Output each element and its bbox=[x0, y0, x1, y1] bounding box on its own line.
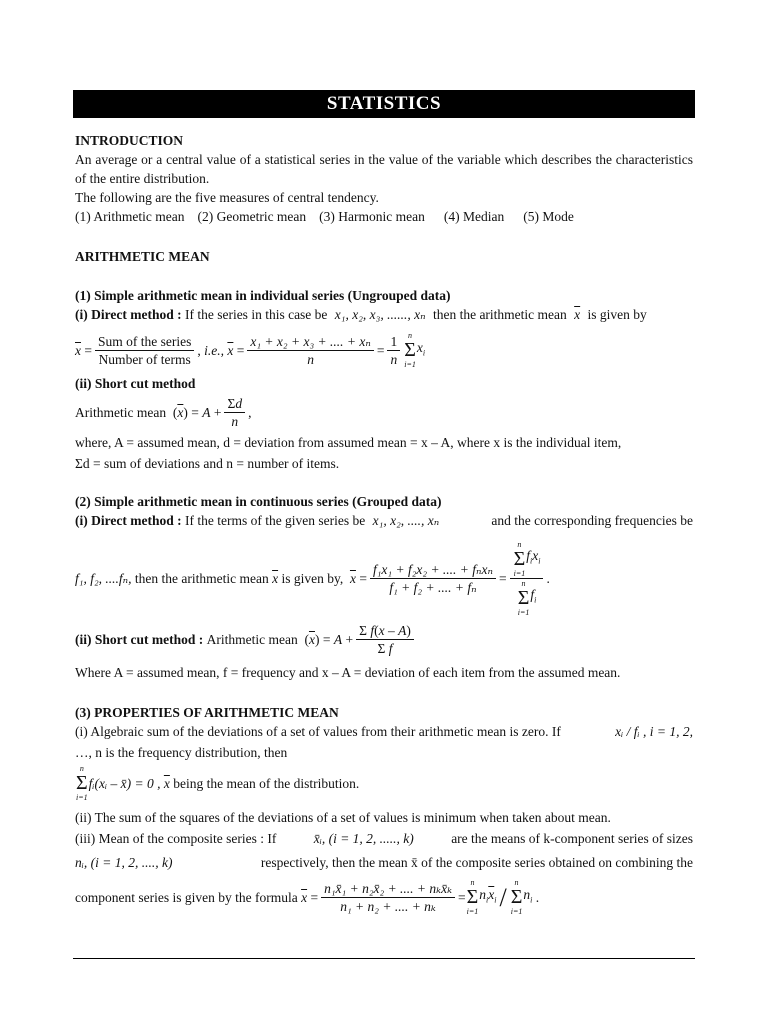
s1-direct-text2: then the arithmetic mean bbox=[432, 307, 567, 322]
intro-heading: INTRODUCTION bbox=[75, 133, 184, 148]
props-p3a-tail: are the means of k-component series of sizes bbox=[451, 831, 693, 846]
p3-fraction bbox=[321, 880, 455, 915]
measure-item: (4) Median bbox=[443, 209, 505, 224]
props-p1-formula-tail: fᵢ(xᵢ – x̄) = 0 , bbox=[88, 775, 161, 791]
s1-direct-label: (i) Direct method : bbox=[75, 307, 182, 322]
props-p1-formula-text: being the mean of the distribution. bbox=[173, 775, 360, 791]
s2-direct-text4: is given by, bbox=[281, 570, 344, 586]
s2-frac-den: f₁ + f₂ + .... + fₙ bbox=[389, 579, 477, 595]
s1-frac2-den: n bbox=[307, 351, 314, 367]
s1-fraction2 bbox=[247, 333, 373, 368]
s1-heading: (1) Simple arithmetic mean in individual series (Ungrouped data) bbox=[75, 288, 451, 303]
props-p3c: component series is given by the formula bbox=[75, 889, 298, 905]
s1-short-label: (ii) Short cut method bbox=[75, 376, 196, 391]
s1-short bbox=[75, 374, 693, 393]
s1-frac-num: Sum of the series bbox=[95, 333, 194, 351]
props-block bbox=[75, 703, 693, 762]
props-p3 bbox=[75, 829, 693, 872]
s1-direct-vars: x₁, x₂, x₃, ......, xₙ bbox=[334, 307, 426, 322]
s1-where bbox=[75, 433, 693, 473]
props-p2: (ii) The sum of the squares of the deviations of a set of values is minimum when taken about mean. bbox=[75, 810, 611, 825]
s2-where: Where A = assumed mean, f = frequency and x – A = deviation of each item from the assumed mean. bbox=[75, 665, 621, 680]
s1-direct-text3: is given by bbox=[587, 307, 647, 322]
props-p1c: …, n is the frequency distribution, then bbox=[75, 745, 288, 760]
props-p3b-vars: nᵢ, (i = 1, 2, ...., k) bbox=[75, 855, 173, 870]
bottom-rule bbox=[73, 958, 695, 959]
s1-short-text: Arithmetic mean bbox=[75, 404, 167, 420]
s1-where1: where, A = assumed mean, d = deviation from assumed mean = x – A, where x is the individual item, bbox=[75, 435, 622, 450]
p3-frac-den: n₁ + n₂ + .... + nₖ bbox=[340, 898, 436, 914]
s2-block bbox=[75, 492, 693, 530]
s1-block: (1) Simple arithmetic mean in individual series (Ungrouped data) (i) Direct method : If the series in this case be x₁, x₂, x₃, ......, xₙ then the arithmetic mean $\overline{x}$ is given by bbox=[75, 288, 647, 322]
s2-direct-text: If the terms of the given series be bbox=[184, 513, 366, 528]
s2-formula: f₁, f₂, ....fₙ, then the arithmetic mean $\overline{x}$ is given by, $\overline{x}$ = $\frac{\text{f₁x₁ + f₂x₂ + .... + fₙxₙ}}{\text{f₁ + f₂ + .... + fₙ}}$ = n Σ i=1 $f_ix_i$ n Σ i=1 $f_i$ . bbox=[75, 539, 550, 617]
props-p3-formula: component series is given by the formula $\overline{x}$ = $\frac{\text{n₁x̄₁ + n₂x̄₂ + .... + nₖx̄ₖ}}{\text{n₁ + n₂ + .... + nₖ}}$ = n Σ i=1 $n_i\overline{x}_i$ / n Σ i=1 $n_i$ . bbox=[75, 878, 540, 916]
s2-direct-text2: and the corresponding frequencies be bbox=[491, 513, 693, 528]
p3-frac-num: n₁x̄₁ + n₂x̄₂ + .... + nₖx̄ₖ bbox=[321, 880, 455, 898]
s2-sum-fraction: n Σ i=1 $f_ix_i$ n Σ i=1 $f_i$ bbox=[510, 540, 544, 617]
s1-direct-text: If the series in this case be bbox=[184, 307, 328, 322]
s2-direct-vars: x₁, x₂, ...., xₙ bbox=[372, 513, 440, 528]
s1-ie: i.e., bbox=[204, 342, 224, 358]
intro-para2: The following are the five measures of central tendency. bbox=[75, 190, 379, 205]
measure-item: (5) Mode bbox=[523, 209, 574, 224]
s2-short-text: Arithmetic mean bbox=[206, 631, 298, 647]
props-p3b-tail: respectively, then the mean x̄ of the composite series obtained on combining the bbox=[260, 855, 693, 870]
intro-section bbox=[75, 131, 693, 226]
measure-item: (2) Geometric mean bbox=[197, 209, 307, 224]
s2-short: (ii) Short cut method : Arithmetic mean ( $\overline{x}$ ) = A + $\frac{\text{Σ f(x – A)}}{\text{Σ f}}$ bbox=[75, 620, 693, 658]
props-p1-formula: n Σ i=1 fᵢ(xᵢ – x̄) = 0 , $\overline{x}$ being the mean of the distribution. bbox=[76, 764, 360, 802]
s1-fraction bbox=[95, 333, 194, 368]
measures-list bbox=[75, 207, 693, 226]
s2-frac-num: f₁x₁ + f₂x₂ + .... + fₙxₙ bbox=[370, 561, 496, 579]
page-title: STATISTICS bbox=[73, 90, 695, 118]
measure-item: (3) Harmonic mean bbox=[319, 209, 425, 224]
s2-direct-label: (i) Direct method : bbox=[75, 513, 182, 528]
props-p3a: (iii) Mean of the composite series : If bbox=[75, 831, 277, 846]
s1-frac-den: Number of terms bbox=[98, 351, 191, 367]
props-p3a-vars: x̄ᵢ, (i = 1, 2, ....., k) bbox=[313, 831, 414, 846]
props-heading: (3) PROPERTIES OF ARITHMETIC MEAN bbox=[75, 705, 339, 720]
s2-fraction bbox=[370, 561, 496, 596]
s2-direct-text3: then the arithmetic mean bbox=[134, 570, 269, 586]
props-p1a: (i) Algebraic sum of the deviations of a set of values from their arithmetic mean is zero. If bbox=[75, 724, 561, 739]
s1-short-formula: Arithmetic mean ( $\overline{x}$ ) = A + $\frac{\Sigma d}{n}$ , bbox=[75, 395, 252, 429]
am-heading: ARITHMETIC MEAN bbox=[75, 249, 210, 264]
s2-short-label: (ii) Short cut method : bbox=[75, 631, 204, 647]
s2-freq-vars: f₁, f₂, ....fₙ, bbox=[75, 570, 132, 586]
measure-item: (1) Arithmetic mean bbox=[75, 209, 185, 224]
s1-frac2-num: x₁ + x₂ + x₃ + .... + xₙ bbox=[247, 333, 373, 351]
props-p1b: xᵢ / fᵢ , i = 1, 2, bbox=[615, 724, 693, 739]
s2-heading: (2) Simple arithmetic mean in continuous series (Grouped data) bbox=[75, 494, 442, 509]
intro-para1: An average or a central value of a statistical series in the value of the variable which describes the characteristics of the entire distribution. bbox=[75, 152, 693, 186]
s1-formula: $\overline{x}$ = $\frac{\text{Sum of the series}}{\text{Number of terms}}$ , i.e., $\overline{x}$ = $\frac{\text{x₁ + x₂ + x₃ + .... + xₙ}}{n}$ = $\frac{1}{n}$ n Σ i=1 $x_i$ bbox=[75, 331, 426, 369]
s1-where2: Σd = sum of deviations and n = number of items. bbox=[75, 456, 340, 471]
am-heading-block bbox=[75, 247, 693, 266]
